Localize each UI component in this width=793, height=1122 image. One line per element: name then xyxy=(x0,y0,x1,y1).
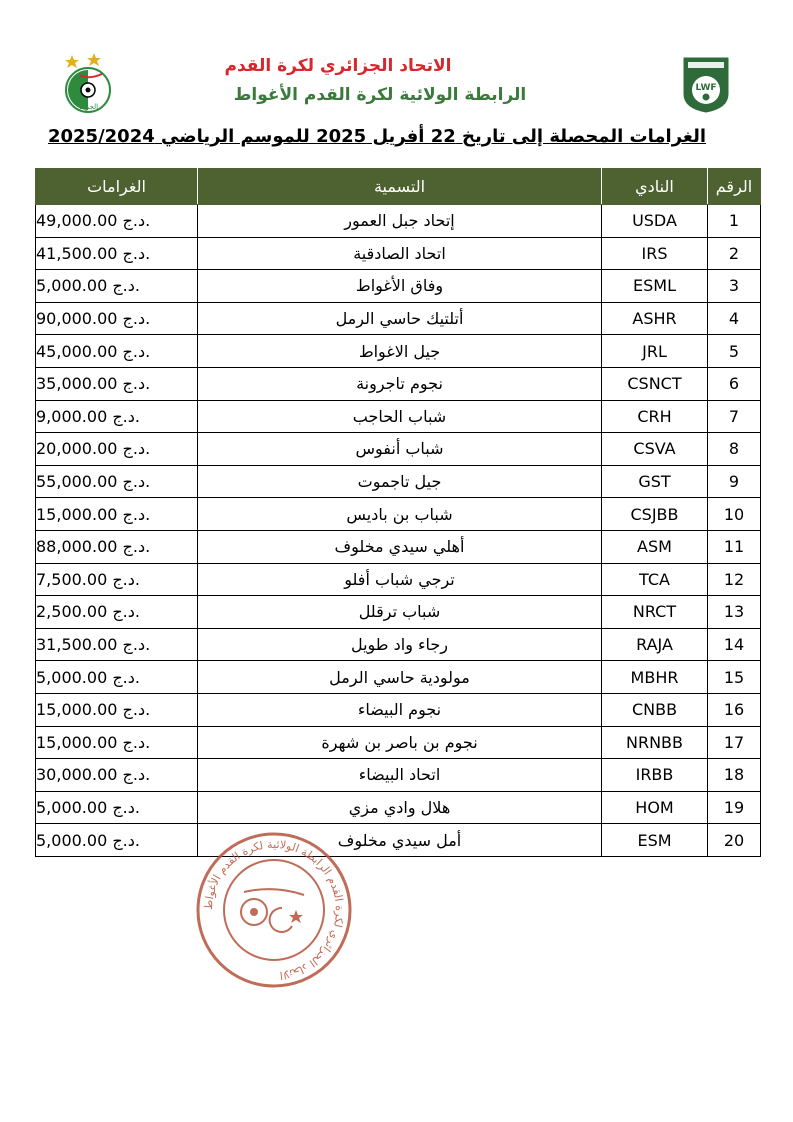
row-amount-value: 49,000.00 xyxy=(36,211,118,231)
row-club-code: CRH xyxy=(602,400,708,433)
row-rank: 10 xyxy=(708,498,761,531)
row-currency: د.ج. xyxy=(122,341,151,361)
row-rank: 12 xyxy=(708,563,761,596)
row-currency: د.ج. xyxy=(122,243,151,263)
row-fine-amount xyxy=(36,791,198,824)
row-currency: د.ج. xyxy=(122,439,151,459)
row-amount-value: 15,000.00 xyxy=(36,504,118,524)
row-currency: د.ج. xyxy=(122,765,151,785)
table-row xyxy=(36,824,761,857)
table-row xyxy=(36,693,761,726)
table-row xyxy=(36,791,761,824)
row-club-code: CNBB xyxy=(602,693,708,726)
row-rank: 9 xyxy=(708,465,761,498)
row-currency: د.ج. xyxy=(122,700,151,720)
table-row xyxy=(36,335,761,368)
row-club-code: CSJBB xyxy=(602,498,708,531)
row-rank: 18 xyxy=(708,759,761,792)
row-currency: د.ج. xyxy=(112,276,140,296)
row-club-code: NRCT xyxy=(602,596,708,629)
row-club-name: ترجي شباب أفلو xyxy=(198,563,602,596)
row-club-name: أهلي سيدي مخلوف xyxy=(198,530,602,563)
lwf-logo-text: LWF xyxy=(695,83,717,93)
table-row xyxy=(36,759,761,792)
row-rank: 20 xyxy=(708,824,761,857)
row-club-code: ESM xyxy=(602,824,708,857)
fines-table xyxy=(35,168,761,857)
row-rank: 1 xyxy=(708,205,761,238)
row-club-code: ASM xyxy=(602,530,708,563)
row-currency: د.ج. xyxy=(112,569,140,589)
row-currency: د.ج. xyxy=(122,504,151,524)
row-fine-amount xyxy=(36,433,198,466)
row-club-name: شباب أنفوس xyxy=(198,433,602,466)
row-rank: 17 xyxy=(708,726,761,759)
row-club-name: جيل الاغواط xyxy=(198,335,602,368)
row-fine-amount xyxy=(36,465,198,498)
row-fine-amount xyxy=(36,726,198,759)
federation-name: الاتحاد الجزائري لكرة القدم xyxy=(224,56,452,76)
row-currency: د.ج. xyxy=(122,635,151,655)
row-fine-amount xyxy=(36,400,198,433)
row-fine-amount xyxy=(36,335,198,368)
row-fine-amount xyxy=(36,596,198,629)
row-fine-amount xyxy=(36,759,198,792)
row-club-name: شباب بن باديس xyxy=(198,498,602,531)
row-currency: د.ج. xyxy=(112,797,140,817)
table-row xyxy=(36,237,761,270)
row-club-code: IRBB xyxy=(602,759,708,792)
row-club-name: إتحاد جبل العمور xyxy=(198,205,602,238)
row-rank: 7 xyxy=(708,400,761,433)
table-row xyxy=(36,400,761,433)
row-fine-amount xyxy=(36,563,198,596)
table-row xyxy=(36,563,761,596)
row-rank: 8 xyxy=(708,433,761,466)
row-currency: د.ج. xyxy=(112,830,140,850)
table-row xyxy=(36,367,761,400)
row-club-code: TCA xyxy=(602,563,708,596)
row-club-name: نجوم بن باصر بن شهرة xyxy=(198,726,602,759)
table-row xyxy=(36,433,761,466)
table-row xyxy=(36,661,761,694)
row-fine-amount xyxy=(36,237,198,270)
row-rank: 19 xyxy=(708,791,761,824)
table-row xyxy=(36,628,761,661)
row-rank: 4 xyxy=(708,302,761,335)
row-amount-value: 30,000.00 xyxy=(36,765,118,785)
table-row xyxy=(36,205,761,238)
row-club-name: هلال وادي مزي xyxy=(198,791,602,824)
row-club-name: جيل تاجموت xyxy=(198,465,602,498)
header-club: النادي xyxy=(602,169,708,205)
table-row xyxy=(36,596,761,629)
row-club-name: نجوم البيضاء xyxy=(198,693,602,726)
table-header-row xyxy=(36,169,761,205)
row-amount-value: 5,000.00 xyxy=(36,276,108,296)
row-currency: د.ج. xyxy=(112,602,140,622)
row-amount-value: 35,000.00 xyxy=(36,374,118,394)
league-stamp xyxy=(194,830,354,990)
row-club-code: RAJA xyxy=(602,628,708,661)
row-club-name: شباب الحاجب xyxy=(198,400,602,433)
stamp-text: الاتحاد الجزائري لكرة القدم الرابطة الولائية لكرة القدم الأغواط xyxy=(201,837,347,982)
row-currency: د.ج. xyxy=(122,211,151,231)
row-amount-value: 45,000.00 xyxy=(36,341,118,361)
faf-logo xyxy=(58,50,122,114)
row-rank: 11 xyxy=(708,530,761,563)
table-row xyxy=(36,270,761,303)
row-club-name: وفاق الأغواط xyxy=(198,270,602,303)
row-rank: 16 xyxy=(708,693,761,726)
row-amount-value: 2,500.00 xyxy=(36,602,108,622)
row-club-code: MBHR xyxy=(602,661,708,694)
row-currency: د.ج. xyxy=(122,472,151,492)
lwf-shield-logo xyxy=(680,54,732,114)
row-amount-value: 20,000.00 xyxy=(36,439,118,459)
row-club-name: اتحاد الصادقية xyxy=(198,237,602,270)
row-currency: د.ج. xyxy=(122,309,151,329)
row-club-code: HOM xyxy=(602,791,708,824)
table-row xyxy=(36,498,761,531)
row-club-name: شباب ترقلل xyxy=(198,596,602,629)
row-currency: د.ج. xyxy=(122,537,151,557)
row-fine-amount xyxy=(36,693,198,726)
row-amount-value: 7,500.00 xyxy=(36,569,108,589)
row-fine-amount xyxy=(36,367,198,400)
row-rank: 5 xyxy=(708,335,761,368)
row-club-code: JRL xyxy=(602,335,708,368)
row-rank: 2 xyxy=(708,237,761,270)
row-fine-amount xyxy=(36,498,198,531)
row-amount-value: 15,000.00 xyxy=(36,732,118,752)
header-name: التسمية xyxy=(198,169,602,205)
row-amount-value: 55,000.00 xyxy=(36,472,118,492)
row-club-name: رجاء واد طويل xyxy=(198,628,602,661)
row-currency: د.ج. xyxy=(122,374,151,394)
row-rank: 13 xyxy=(708,596,761,629)
header-fines: الغرامات xyxy=(36,169,198,205)
row-fine-amount xyxy=(36,270,198,303)
row-amount-value: 5,000.00 xyxy=(36,830,108,850)
row-club-name: مولودية حاسي الرمل xyxy=(198,661,602,694)
row-rank: 3 xyxy=(708,270,761,303)
row-club-code: ESML xyxy=(602,270,708,303)
row-rank: 14 xyxy=(708,628,761,661)
row-amount-value: 90,000.00 xyxy=(36,309,118,329)
row-club-code: IRS xyxy=(602,237,708,270)
row-currency: د.ج. xyxy=(122,732,151,752)
faf-logo-caption: الجزائر xyxy=(77,103,99,111)
table-row xyxy=(36,465,761,498)
row-amount-value: 15,000.00 xyxy=(36,700,118,720)
row-club-code: GST xyxy=(602,465,708,498)
row-club-code: USDA xyxy=(602,205,708,238)
row-fine-amount xyxy=(36,824,198,857)
row-currency: د.ج. xyxy=(112,667,140,687)
row-currency: د.ج. xyxy=(112,406,140,426)
row-club-code: CSVA xyxy=(602,433,708,466)
header-rank: الرقم xyxy=(708,169,761,205)
row-amount-value: 88,000.00 xyxy=(36,537,118,557)
row-fine-amount xyxy=(36,628,198,661)
row-amount-value: 31,500.00 xyxy=(36,635,118,655)
fines-table-body xyxy=(36,205,761,857)
row-club-code: CSNCT xyxy=(602,367,708,400)
league-name: الرابطة الولائية لكرة القدم الأغواط xyxy=(233,85,527,105)
row-club-name: اتحاد البيضاء xyxy=(198,759,602,792)
row-fine-amount xyxy=(36,530,198,563)
row-club-code: NRNBB xyxy=(602,726,708,759)
row-amount-value: 9,000.00 xyxy=(36,406,108,426)
row-amount-value: 5,000.00 xyxy=(36,667,108,687)
row-rank: 6 xyxy=(708,367,761,400)
row-fine-amount xyxy=(36,302,198,335)
row-club-code: ASHR xyxy=(602,302,708,335)
row-club-name: نجوم تاجرونة xyxy=(198,367,602,400)
row-club-name: أمل سيدي مخلوف xyxy=(198,824,602,857)
table-row xyxy=(36,530,761,563)
row-fine-amount xyxy=(36,205,198,238)
row-rank: 15 xyxy=(708,661,761,694)
row-fine-amount xyxy=(36,661,198,694)
table-row xyxy=(36,302,761,335)
row-club-name: أتلتيك حاسي الرمل xyxy=(198,302,602,335)
row-amount-value: 41,500.00 xyxy=(36,243,118,263)
document-title: الغرامات المحصلة إلى تاريخ 22 أفريل 2025 للموسم الرياضي 2025/2024 xyxy=(47,126,706,147)
table-row xyxy=(36,726,761,759)
row-amount-value: 5,000.00 xyxy=(36,797,108,817)
